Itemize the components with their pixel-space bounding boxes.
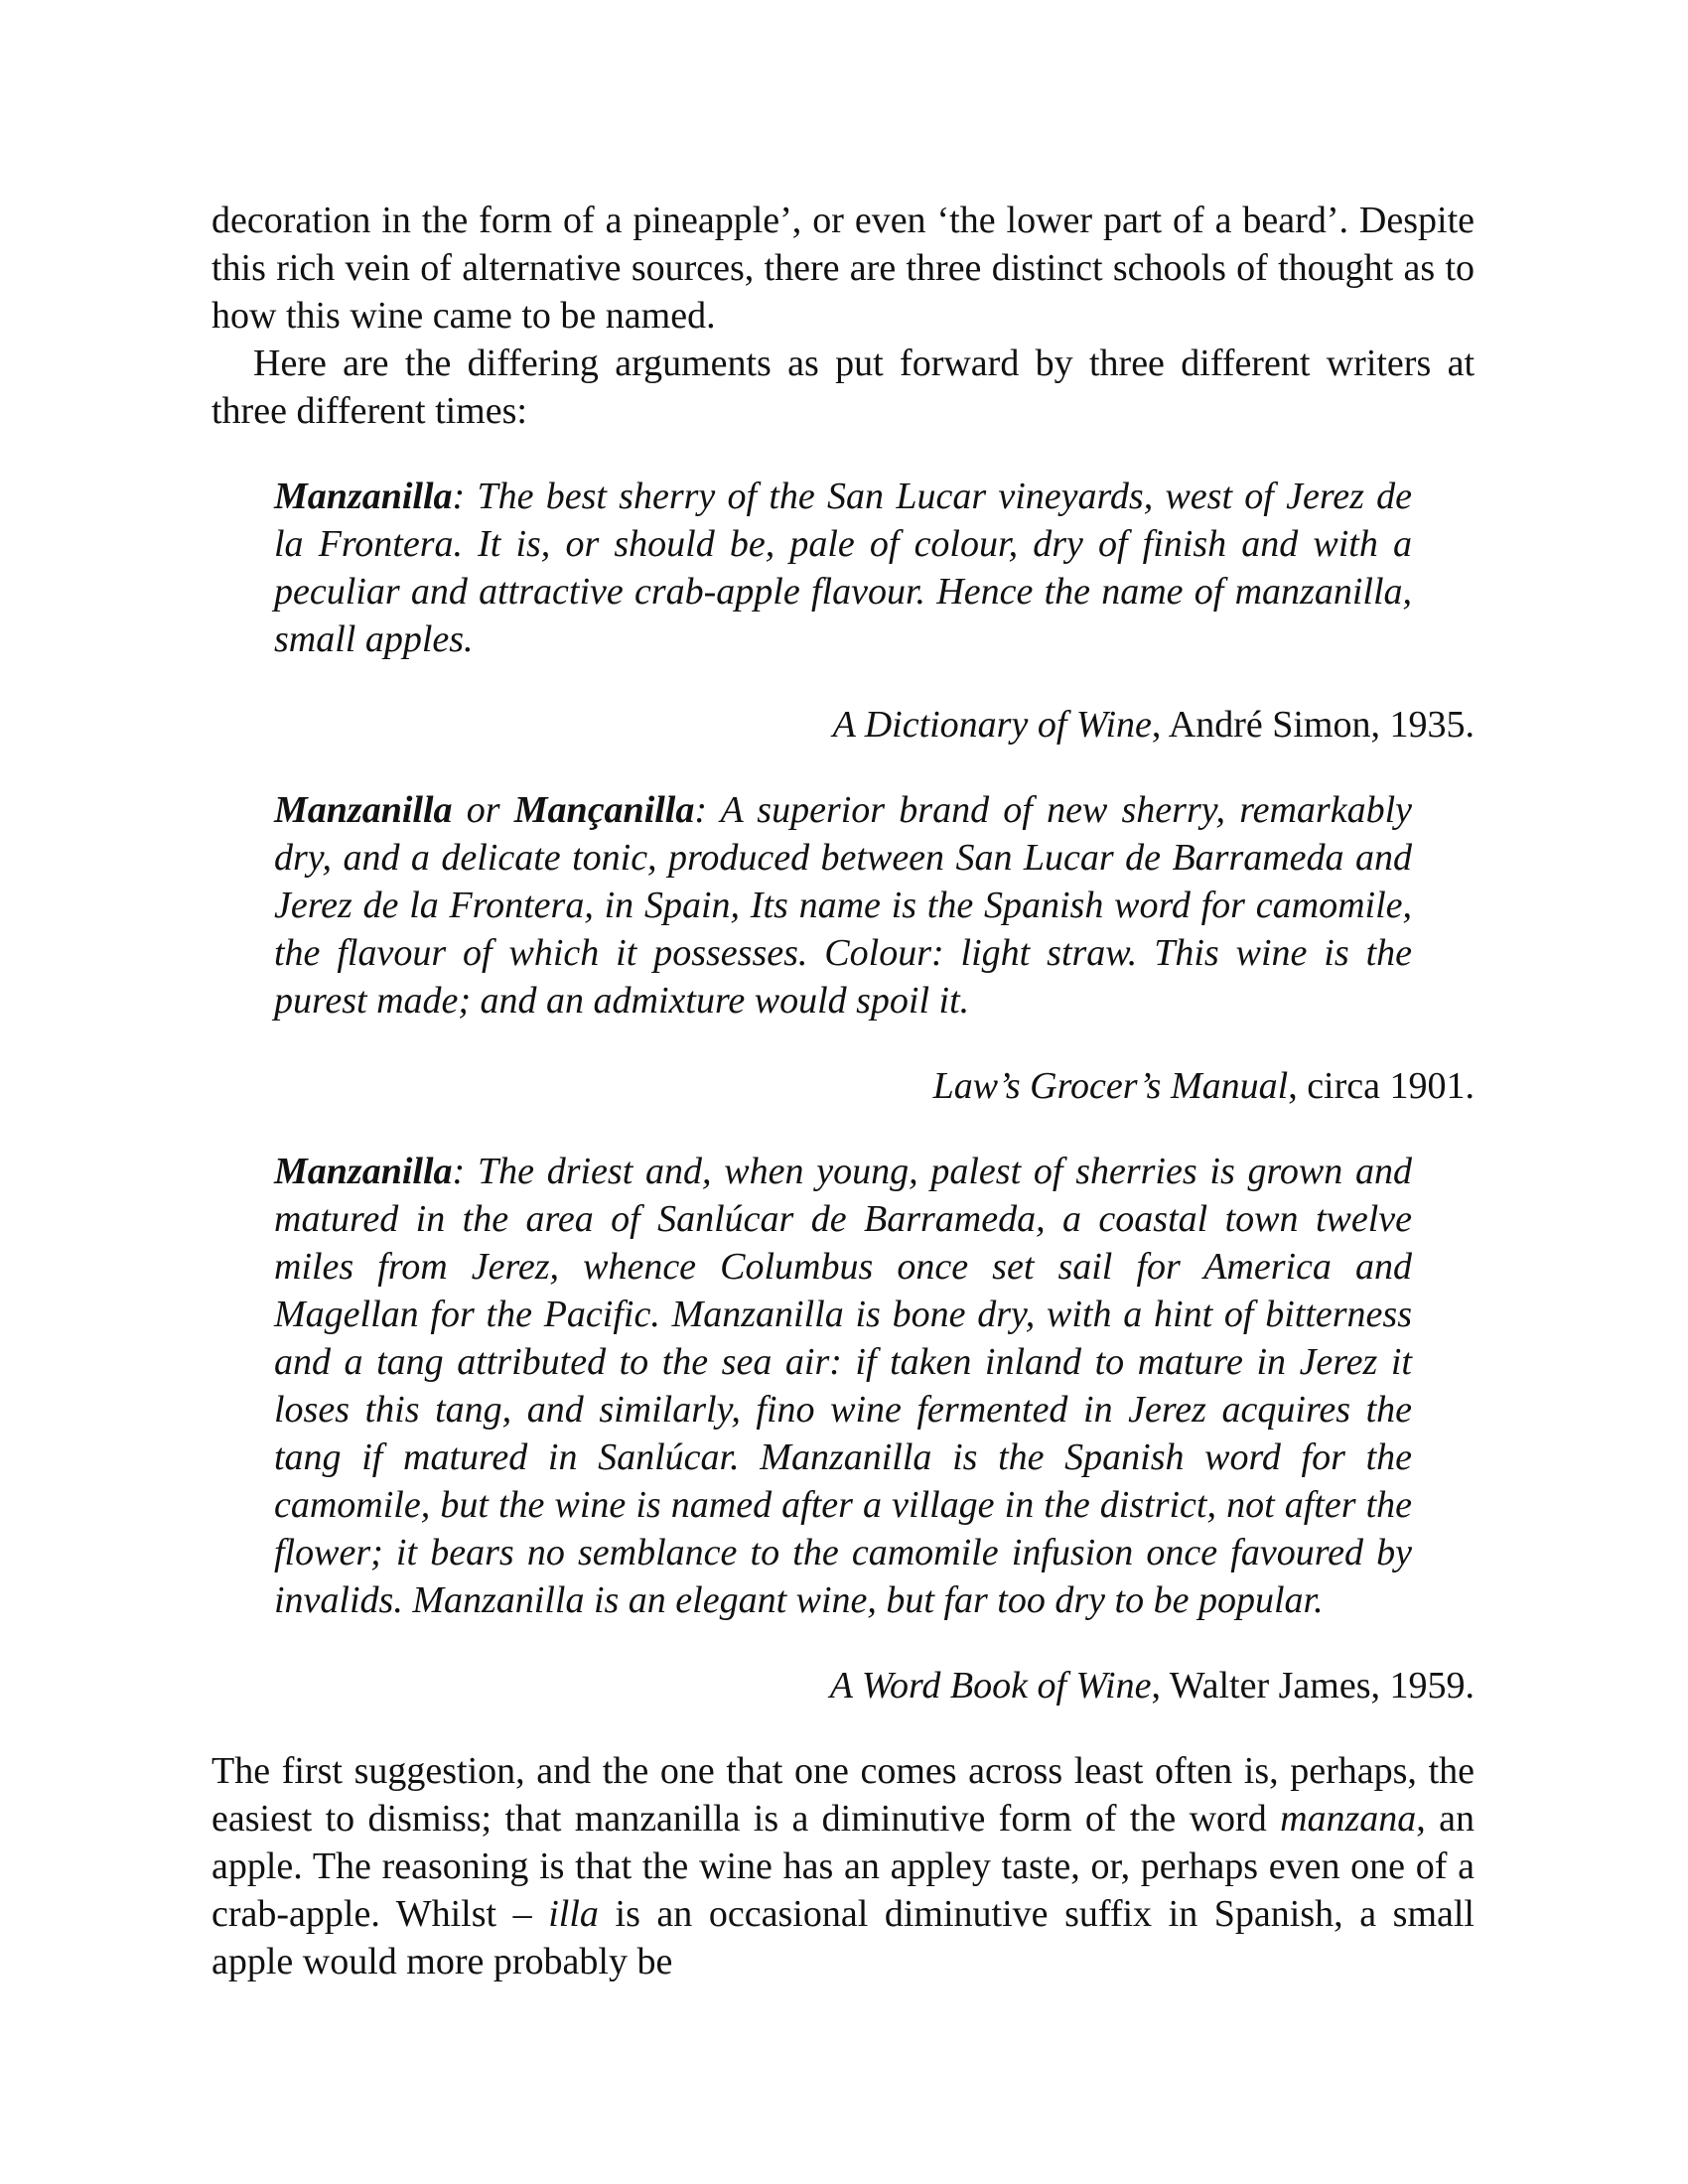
source-details: , André Simon, 1935.: [1151, 704, 1475, 746]
closing-text-3: is an occasional diminutive suffix in Spanish, a small apple would more probably be: [211, 1893, 1475, 1982]
opening-paragraph: decoration in the form of a pineapple’, or even ‘the lower part of a beard’. Despite this rich vein of alternative sources, there are three distinct schools of thought as to how this wine came to be named.: [211, 200, 1475, 337]
closing-italic-illa: illa: [548, 1893, 599, 1935]
closing-text-1: The first suggestion, and the one that one comes across least often is, perhaps, the easiest to dismiss; that manzanilla is a diminutive form of the word: [211, 1750, 1475, 1840]
quote-text: [274, 473, 1412, 663]
quote-text: [274, 786, 1412, 1024]
intro-paragraph: Here are the differing arguments as put forward by three different writers at three different times:: [211, 342, 1475, 432]
source-details: , Walter James, 1959.: [1151, 1665, 1475, 1706]
source-title: Law’s Grocer’s Manual: [932, 1065, 1289, 1107]
quote-source: [211, 701, 1475, 749]
quote-alt-term: Mançanilla: [513, 789, 695, 831]
quote-term: Manzanilla: [274, 789, 453, 831]
quote-block-law: [211, 786, 1475, 1110]
quote-block-simon: [211, 473, 1475, 749]
quote-term: Manzanilla: [274, 1151, 453, 1192]
quote-source: [211, 1062, 1475, 1110]
closing-text-2: , an apple. The reasoning is that the wine has an appley taste, or, perhaps even one of a crab-apple. Whilst –: [211, 1798, 1475, 1935]
quote-term: Manzanilla: [274, 476, 453, 517]
quote-block-james: [211, 1148, 1475, 1709]
page-body: [211, 197, 1475, 1985]
quote-body: : The best sherry of the San Lucar vineyards, west of Jerez de la Frontera. It is, or should be, pale of colour, dry of finish and with a peculiar and attractive crab-apple flavour. Hence the name of manzanilla, small apples.: [274, 476, 1412, 660]
quote-text: [274, 1148, 1412, 1624]
closing-paragraph: [211, 1747, 1475, 1985]
source-title: A Dictionary of Wine: [832, 704, 1152, 746]
source-title: A Word Book of Wine: [829, 1665, 1152, 1706]
quote-body: : A superior brand of new sherry, remarkably dry, and a delicate tonic, produced between San Lucar de Barrameda and Jerez de la Frontera, in Spain, Its name is the Spanish word for camomile, the flavour of which it possesses. Colour: light straw. This wine is the purest made; and an admixture would spoil it.: [274, 789, 1412, 1022]
quote-body: : The driest and, when young, palest of sherries is grown and matured in the area of Sanlúcar de Barrameda, a coastal town twelve miles from Jerez, whence Columbus once set sail for America and Magellan for the Pacific. Manzanilla is bone dry, with a hint of bitterness and a tang attributed to the sea air: if taken inland to mature in Jerez it loses this tang, and similarly, fino wine fermented in Jerez acquires the tang if matured in Sanlúcar. Manzanilla is the Spanish word for the camomile, but the wine is named after a village in the district, not after the flower; it bears no semblance to the camomile infusion once favoured by invalids. Manzanilla is an elegant wine, but far too dry to be popular.: [274, 1151, 1412, 1621]
quote-source: [211, 1662, 1475, 1709]
closing-italic-manzana: manzana: [1280, 1798, 1417, 1840]
quote-term-separator: or: [452, 789, 514, 831]
source-details: , circa 1901.: [1288, 1065, 1475, 1107]
